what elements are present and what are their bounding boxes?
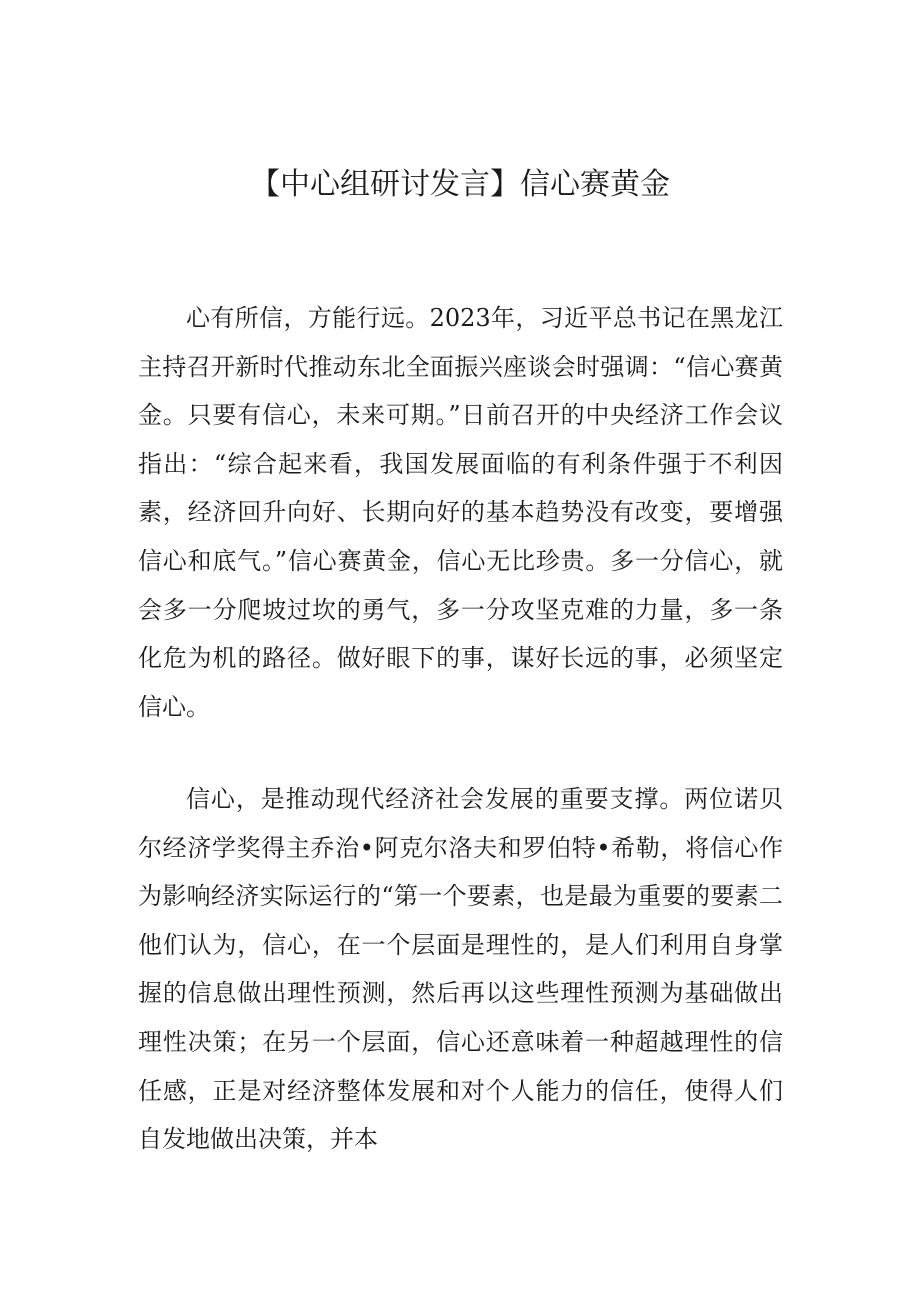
document-title: 【中心组研讨发言】信心赛黄金 xyxy=(250,167,670,202)
paragraph-2: 信心，是推动现代经济社会发展的重要支撑。两位诺贝尔经济学奖得主乔治•阿克尔洛夫和罗伯特•希勒，将信心作为影响经济实际运行的“第一个要素，也是最为重要的要素二他们认为，信心，在一个层面是理性的，是人们利用自身掌握的信息做出理性预测，然后再以这些理性预测为基础做出理性决策；在另一个层面，信心还意味着一种超越理性的信任感，正是对经济整体发展和对个人能力的信任，使得人们自发地做出决策，并本 xyxy=(138,785,783,1154)
paragraph-1: 心有所信，方能行远。2023年，习近平总书记在黑龙江主持召开新时代推动东北全面振兴座谈会时强调：“信心赛黄金。只要有信心，未来可期。”日前召开的中央经济工作会议指出：“综合起来看，我国发展面临的有利条件强于不利因素，经济回升向好、长期向好的基本趋势没有改变，要增强信心和底气。”信心赛黄金，信心无比珍贵。多一分信心，就会多一分爬坡过坎的勇气，多一分攻坚克难的力量，多一条化危为机的路径。做好眼下的事，谋好长远的事，必须坚定信心。 xyxy=(138,304,783,721)
